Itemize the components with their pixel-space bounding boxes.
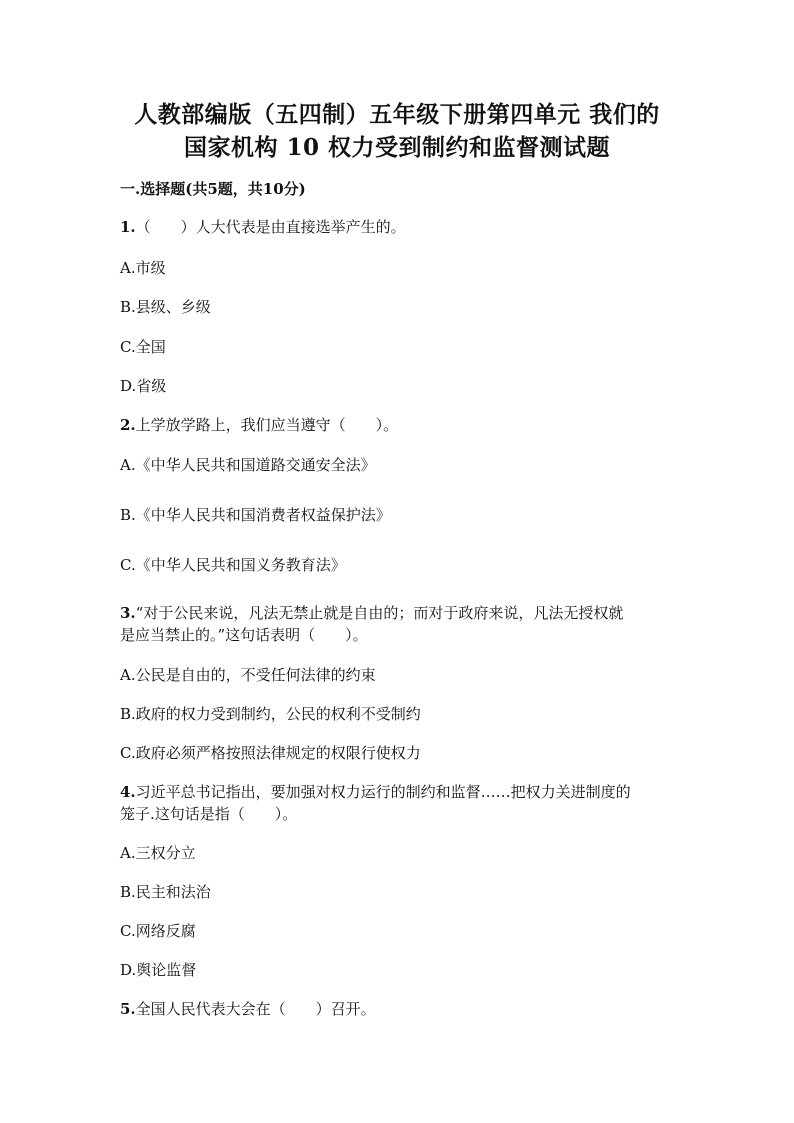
question-text-line-2: 笼子.这句话是指（ ）。 [120, 805, 298, 823]
question-text-line-1: 习近平总书记指出，要加强对权力运行的制约和监督……把权力关进制度的 [135, 783, 631, 801]
question-1-option-a: A.市级 [120, 259, 166, 277]
question-text-line-2: 是应当禁止的。”这句话表明（ ）。 [120, 626, 368, 644]
question-4-option-a: A.三权分立 [120, 844, 196, 862]
question-3-option-b: B.政府的权力受到制约，公民的权利不受制约 [120, 705, 421, 723]
document-title-line-2: 国家机构 10 权力受到制约和监督测试题 [183, 134, 611, 161]
question-1-option-c: C.全国 [120, 338, 166, 356]
section-heading: 一.选择题(共5题，共10分) [120, 180, 306, 198]
question-1-option-b: B.县级、乡级 [120, 298, 211, 316]
question-text: 全国人民代表大会在（ ）召开。 [135, 1000, 376, 1018]
question-2-option-a: A.《中华人民共和国道路交通安全法》 [120, 456, 376, 474]
question-1 [120, 216, 680, 238]
question-number: 1. [120, 218, 136, 236]
question-1-option-d: D.省级 [120, 377, 167, 395]
question-text: （ ）人大代表是由直接选举产生的。 [135, 218, 406, 236]
question-number: 5. [120, 1000, 136, 1018]
question-3-option-a: A.公民是自由的，不受任何法律的约束 [120, 666, 376, 684]
question-number: 3. [120, 604, 136, 622]
question-3-option-c: C.政府必须严格按照法律规定的权限行使权力 [120, 744, 421, 762]
question-2-option-b: B.《中华人民共和国消费者权益保护法》 [120, 506, 391, 524]
question-4 [120, 781, 680, 825]
question-text-line-1: “对于公民来说，凡法无禁止就是自由的；而对于政府来说，凡法无授权就 [135, 604, 624, 622]
question-5 [120, 998, 680, 1020]
question-4-option-c: C.网络反腐 [120, 922, 196, 940]
question-4-option-d: D.舆论监督 [120, 961, 197, 979]
question-3 [120, 602, 680, 646]
question-number: 4. [120, 783, 136, 801]
question-4-option-b: B.民主和法治 [120, 883, 211, 901]
question-number: 2. [120, 416, 136, 434]
question-2-option-c: C.《中华人民共和国义务教育法》 [120, 556, 346, 574]
question-text: 上学放学路上，我们应当遵守（ ）。 [135, 416, 399, 434]
question-2 [120, 414, 680, 436]
document-title-line-1: 人教部编版（五四制）五年级下册第四单元 我们的 [134, 101, 660, 128]
